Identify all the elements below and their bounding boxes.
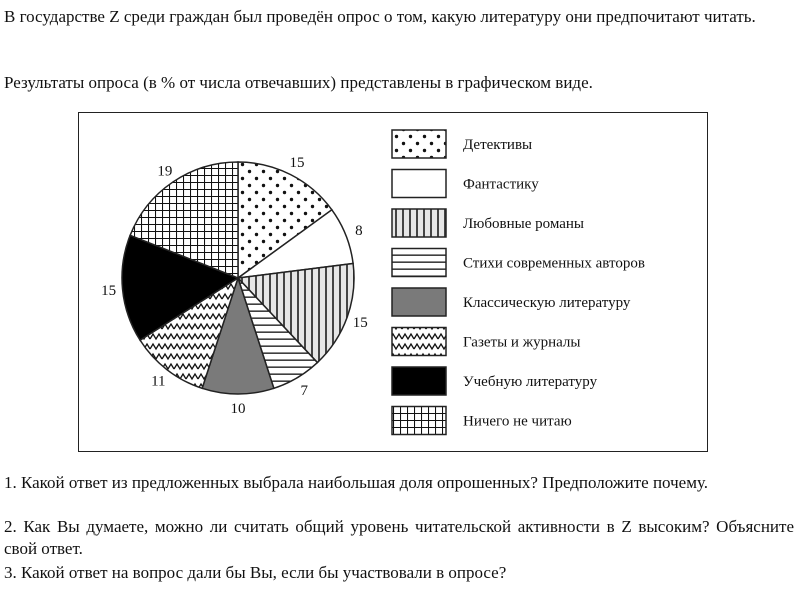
- legend-label-fantasy: Фантастику: [463, 176, 539, 193]
- pie-slices: [122, 162, 354, 394]
- legend-swatch-romance: [392, 209, 446, 237]
- intro-text: В государстве Z среди граждан был проведён опрос о том, какую литературу они предпочитают читать.: [4, 7, 756, 26]
- legend-label-poetry: Стихи современных авторов: [463, 255, 645, 272]
- value-label-romance: 15: [352, 315, 368, 331]
- value-label-detectives: 15: [289, 155, 305, 172]
- question-2: 2. Как Вы думаете, можно ли считать общий уровень читательской активности в Z высоким? Объясните свой ответ.: [4, 517, 794, 558]
- value-label-fantasy: 8: [355, 223, 363, 240]
- value-label-poetry: 7: [300, 382, 308, 399]
- question-1: 1. Какой ответ из предложенных выбрала наибольшая доля опрошенных? Предположите почему.: [4, 473, 708, 492]
- legend-label-detectives: Детективы: [463, 137, 533, 153]
- intro-text-2: Результаты опроса (в % от числа отвечавших) представлены в графическом виде.: [4, 73, 593, 92]
- legend-swatch-newspapers: [392, 328, 446, 356]
- legend: [392, 130, 645, 435]
- value-label-classics: 10: [230, 401, 246, 417]
- legend-label-romance: Любовные романы: [463, 216, 584, 232]
- legend-label-textbooks: Учебную литературу: [463, 374, 598, 390]
- pie-chart: [78, 112, 708, 452]
- legend-label-newspapers: Газеты и журналы: [463, 334, 581, 351]
- legend-swatch-classics: [392, 288, 446, 316]
- legend-swatch-poetry: [392, 249, 446, 277]
- legend-swatch-fantasy: [392, 170, 446, 198]
- legend-label-classics: Классическую литературу: [463, 295, 631, 311]
- legend-label-nothing: Ничего не читаю: [463, 413, 572, 430]
- legend-swatch-textbooks: [392, 367, 446, 395]
- value-label-nothing: 19: [157, 163, 173, 180]
- value-label-textbooks: 15: [101, 283, 117, 300]
- legend-swatch-nothing: [392, 407, 446, 435]
- value-label-newspapers: 11: [151, 373, 166, 390]
- question-3: 3. Какой ответ на вопрос дали бы Вы, если бы участвовали в опросе?: [4, 563, 507, 582]
- legend-swatch-detectives: [392, 130, 446, 158]
